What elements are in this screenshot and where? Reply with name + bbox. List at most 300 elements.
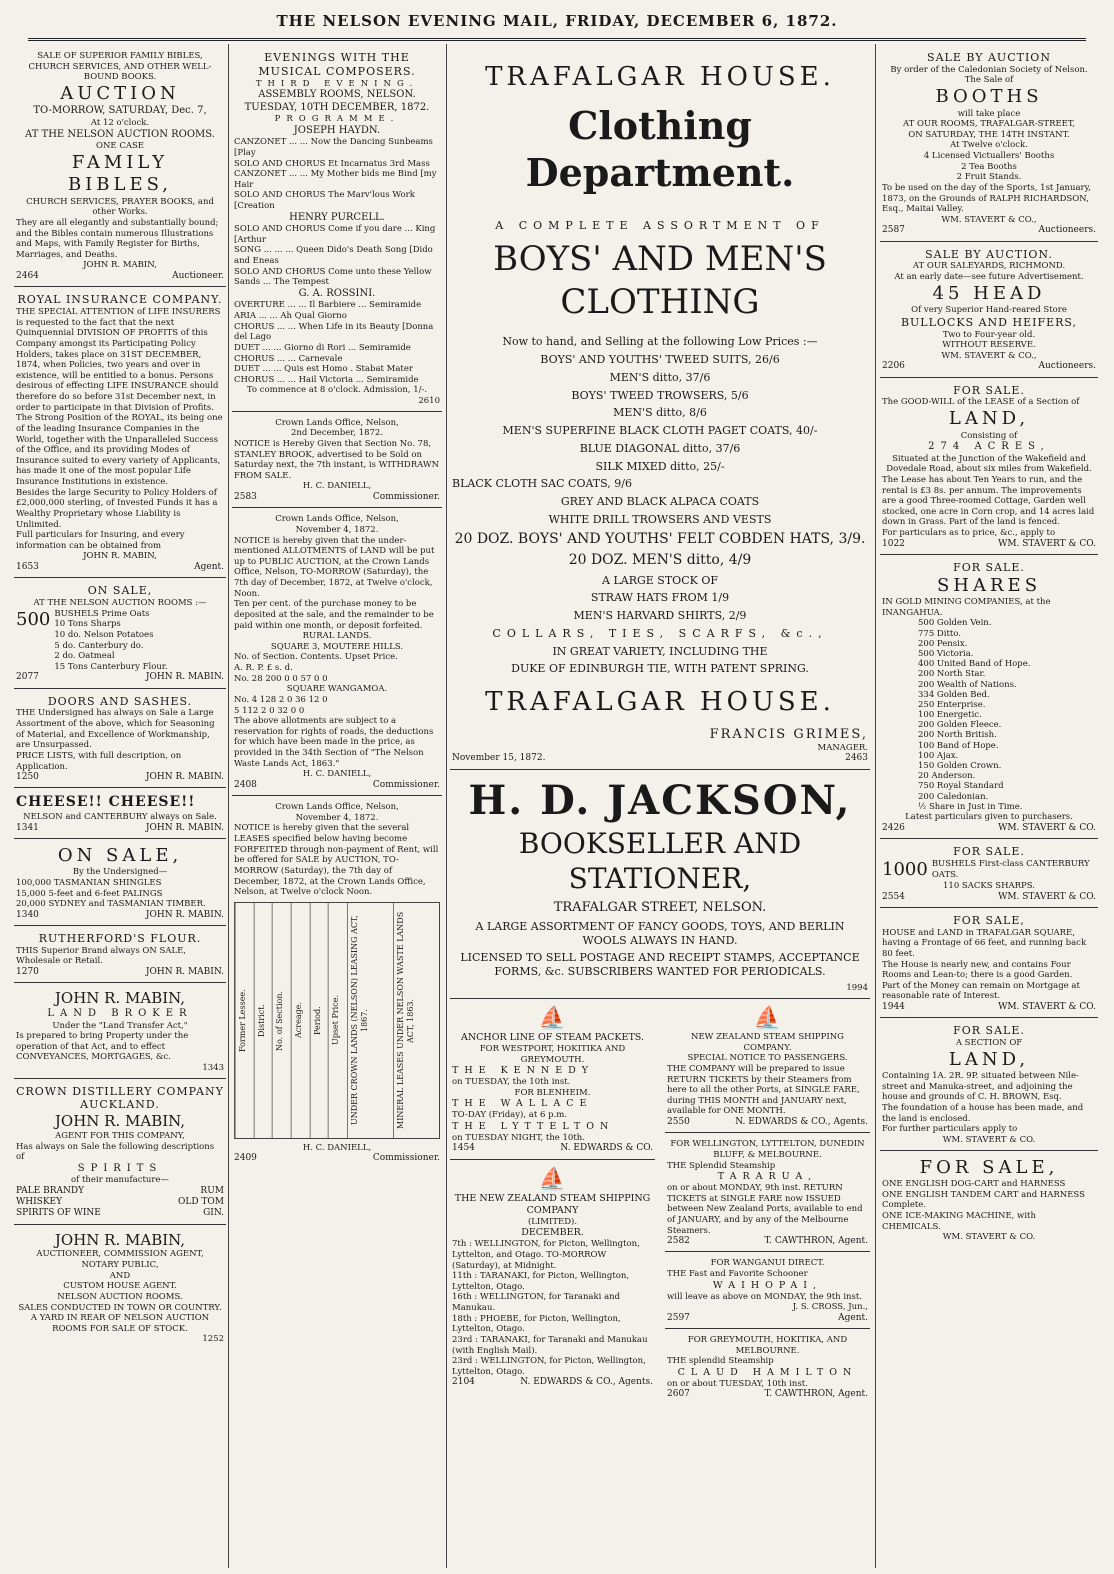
ad-item: 20,000 SYDNEY and TASMANIAN TIMBER. (16, 899, 206, 910)
programme-item: SOLO AND CHORUS The Marv'lous Work [Creation (234, 190, 415, 211)
table-header: No. of Section. Contents. Upset Price. (234, 652, 398, 663)
ad-crown-lands-2 (232, 511, 442, 796)
ad-signer: JOHN R. MABIN, (83, 551, 157, 562)
price-item: BOYS' AND YOUTHS' TWEED SUITS, 26/6 (540, 353, 780, 366)
ad-time: At 12 o'clock. (90, 117, 150, 128)
programme-item: CHORUS ... ... Carnevale (234, 353, 343, 364)
ad-body: NOTICE is hereby given that the under-mentioned ALLOTMENTS of LAND will be put up to PUBLIC AUCTION, at the Crown Lands Office, Nelson, TO-MORROW (Saturday), the 7th day of December, 1872, at Twelve o'clock, Noon. (234, 535, 435, 599)
ad-flour (14, 929, 226, 983)
programme-item: SOLO AND CHORUS Et Incarnatus 3rd Mass (234, 158, 430, 169)
ship-name: TARARUA, (717, 1171, 818, 1183)
price-item: COLLARS, TIES, SCARFS, &c., (492, 626, 828, 640)
ad-body: Containing 1A. 2R. 9P. situated between Nile-street and Manuka-street, and adjoining the house and grounds of C. H. BROWN, Esq. (882, 1071, 1079, 1103)
ad-place: AT OUR ROOMS, TRAFALGAR-STREET, (902, 119, 1076, 130)
ad-title: THIRD EVENING. (255, 78, 419, 89)
ad-number: 1653 (16, 562, 39, 572)
share-item: 750 Royal Standard (918, 781, 1004, 792)
ad-item: 110 SACKS SHARPS. (943, 881, 1035, 892)
ad-number: 2597 (667, 1312, 690, 1323)
ad-item: WHISKEY (16, 1197, 63, 1208)
column-3 (450, 48, 870, 1568)
ad-text: AGENT FOR THIS COMPANY, (55, 1130, 185, 1141)
ad-title: JOHN R. MABIN, (54, 1112, 186, 1131)
ship-name: THE LYTTELTON (452, 1120, 615, 1132)
price-item: 20 DOZ. BOYS' AND YOUTHS' FELT COBDEN HATS, 3/9. (454, 530, 866, 547)
ad-role: Commissioner. (372, 1153, 440, 1164)
ad-number: 1341 (16, 822, 39, 833)
share-item: 100 Band of Hope. (918, 740, 999, 751)
ad-item: 5 do. Canterbury do. (54, 640, 144, 651)
ad-number: 1270 (16, 967, 39, 977)
sailing-item: 11th : TARANAKI, for Picton, Wellington, Lyttelton, Otago. (452, 1271, 630, 1292)
column-divider (446, 44, 447, 1568)
ad-place: ASSEMBLY ROOMS, NELSON. (258, 89, 416, 101)
ad-date: on TUESDAY, the 10th inst. (452, 1077, 571, 1087)
table-caption: MINERAL LEASES UNDER NELSON WASTE LANDS ACT, 1863. (393, 903, 439, 1138)
price-item: MEN'S ditto, 8/6 (613, 406, 707, 420)
ad-item: 10 do. Nelson Potatoes (54, 629, 154, 640)
ad-signer: JOHN R. MABIN. (145, 772, 224, 783)
ad-land-lease (880, 381, 1098, 555)
ad-role: MANAGER. (817, 742, 868, 753)
ad-body: The Strong Position of the ROYAL, its being one of the leading Insurance Companies in the World, together with the Unparalleled Success of the Office, and its providing Modes of Insurance suited to every variety of Applicants, has made it one of the most popular Life Insurance Institutions in existence. (16, 413, 223, 487)
ad-shingles (14, 842, 226, 926)
share-item: 150 Golden Crown. (918, 761, 1002, 771)
ad-number: 1022 (882, 538, 905, 549)
ad-body: The Lease has about Ten Years to run, and the rental is £3 8s. per annum. The improvements are a good Three-roomed Cottage, Garden well stocked, one acre in Corn crop, and 14 acres laid down in Grass. Part of the land is fenced. (882, 474, 1095, 528)
ad-text: PROGRAMME. (274, 114, 400, 125)
table-header: Former Lessee. (235, 903, 254, 1138)
ad-crown-lands-3 (232, 799, 442, 1169)
ad-dogcart (880, 1154, 1098, 1247)
ad-body: The House is nearly new, and contains Four Rooms and Lean-to; there is a good Garden. (882, 959, 1073, 981)
ad-body: Full particulars for Insuring, and every information can be obtained from (16, 530, 185, 551)
ad-number: 2582 (667, 1236, 690, 1247)
share-item: 200 Pensix. (918, 638, 968, 649)
ad-text: will take place (957, 108, 1021, 119)
ad-signer: WM. STAVERT & CO. (998, 891, 1096, 902)
ad-signer: J. S. CROSS, Jun., (792, 1302, 868, 1313)
table-header: Acreage. (291, 903, 310, 1138)
ad-number: 2426 (882, 822, 905, 833)
ad-heading: ANCHOR LINE OF STEAM PACKETS. (460, 1032, 644, 1043)
ad-heading: RUTHERFORD'S FLOUR. (38, 932, 202, 945)
ad-signer: JOHN R. MABIN. (145, 967, 224, 977)
ad-place: AT THE NELSON AUCTION ROOMS :— (33, 598, 207, 608)
ship-icon: ⛵ (538, 1166, 567, 1192)
ad-text: A LARGE STOCK OF (602, 573, 718, 587)
ad-item: BUSHELS First-class CANTERBURY OATS. (931, 859, 1090, 880)
share-item: 100 Energetic. (918, 710, 982, 721)
ad-heading: FOR SALE, (919, 1156, 1059, 1178)
price-item: BLUE DIAGONAL ditto, 37/6 (579, 441, 741, 455)
composer-name: JOSEPH HAYDN. (293, 124, 381, 136)
table-row: No. 28 200 0 0 57 0 0 (234, 673, 328, 684)
ad-text: Consisting of (960, 430, 1018, 441)
ad-role: Agent. (194, 562, 224, 572)
ad-crown-lands-1 (232, 415, 442, 509)
ad-heading: EVENINGS WITH THE MUSICAL COMPOSERS. (258, 51, 416, 78)
ad-text: IN GOLD MINING COMPANIES, at the INANGAHUA. (882, 597, 1051, 618)
sailing-item: 16th : WELLINGTON, for Taranaki and Manukau. (452, 1292, 621, 1313)
forfeited-leases-table (234, 902, 440, 1139)
ad-date: TUESDAY, 10TH DECEMBER, 1872. (244, 101, 430, 113)
ad-heading: NEW ZEALAND STEAM SHIPPING COMPANY. (691, 1032, 844, 1053)
share-item: 200 North Star. (918, 669, 986, 680)
shares-list (882, 618, 1096, 812)
ad-concert (232, 48, 442, 412)
ad-body: on or about MONDAY, 9th inst. RETURN TICKETS at SINGLE FARE now ISSUED between New Zealand Ports, available to end of JANUARY, and by any of the Melbourne Steamers. (667, 1183, 863, 1236)
ad-text: Now to hand, and Selling at the following Low Prices :— (502, 335, 818, 349)
share-item: 20 Anderson. (918, 771, 976, 782)
ad-item: OLD TOM (177, 1197, 224, 1208)
ad-signer: H. C. DANIELL, (302, 481, 372, 492)
ad-text: Crown Lands Office, Nelson, (275, 514, 399, 525)
ad-item: GIN. (203, 1208, 224, 1219)
price-item: MEN'S ditto, 37/6 (609, 370, 711, 384)
ad-title: BOOTHS (935, 86, 1043, 107)
ad-body: THE COMPANY will be prepared to issue RETURN TICKETS by their Steamers from here to all the other Ports, at SINGLE FARE, during THIS MONTH and JANUARY next, available for ONE MONTH. (667, 1063, 860, 1117)
ad-title: SPIRITS (77, 1162, 163, 1174)
ad-role: Auctioneer. (172, 271, 224, 281)
sailing-item: 23rd : TARANAKI, for Taranaki and Manukau (with English Mail). (452, 1334, 648, 1356)
ad-doors (14, 692, 226, 789)
ad-text: Under the "Land Transfer Act," (52, 1020, 188, 1031)
ad-item: BUSHELS Prime Oats (54, 608, 150, 619)
ad-number: 2077 (16, 672, 39, 683)
ad-text: By the Undersigned— (72, 867, 168, 878)
ad-signer: WM. STAVERT & CO., (941, 350, 1037, 361)
ad-body: THIS Superior Brand always ON SALE, Wholesale or Retail. (16, 945, 187, 967)
ad-body: NOTICE is Hereby Given that Section No. 78, STANLEY BROOK, advertised to be Sold on Saturday next, the 7th instant, is WITHDRAWN FROM SALE. (234, 438, 440, 481)
ad-booths (880, 48, 1098, 242)
ad-item: 2 Fruit Stands. (956, 172, 1022, 183)
ad-big-number: 500 (16, 608, 51, 630)
ad-title: BOOKSELLER AND STATIONER, (518, 826, 802, 895)
ad-heading: RURAL LANDS. (302, 631, 372, 642)
ad-signer: JOHN R. MABIN. (145, 672, 224, 683)
ad-body: Besides the large Security to Policy Holders of £2,000,000 sterling, of Invested Funds it has a Wealthy Proprietary whose Liability is Unlimited. (16, 487, 218, 530)
ad-signer: H. C. DANIELL, (302, 1142, 372, 1153)
ad-nz-steam-shipping (450, 1163, 655, 1393)
ad-text: FOR BLENHEIM. (514, 1087, 591, 1098)
ad-number: 2550 (667, 1117, 690, 1127)
ad-date: November 4, 1872. (295, 812, 379, 823)
ad-number: 1252 (202, 1334, 224, 1345)
ship-name: WAIHOPAI, (712, 1279, 823, 1291)
ad-text: ONE CASE (96, 141, 144, 151)
ad-body: THE Undersigned has always on Sale a Large Assortment of the above, which for Seasoning of Material, and Excellence of Workmanship, are Unsurpassed. (16, 708, 215, 751)
share-item: 500 Golden Vein. (918, 618, 992, 629)
ad-title: AUCTION (60, 82, 180, 104)
ad-waihopai (665, 1255, 870, 1329)
ad-body: The above allotments are subject to a reservation for rights of roads, the deductions for which have been made in the price, as provided in the 34th Section of "The Nelson Waste Lands Act, 1863." (234, 716, 434, 769)
ad-number: 2104 (452, 1377, 475, 1388)
ad-text: Crown Lands Office, Nelson, (275, 417, 399, 428)
ad-title: Clothing Department. (525, 102, 795, 195)
ad-title: BULLOCKS AND HEIFERS, (900, 315, 1078, 329)
share-item: 200 Golden Fleece. (918, 720, 1002, 731)
ad-body: Has always on Sale the following descriptions of (16, 1141, 215, 1163)
table-row: No. 4 128 2 0 36 12 0 (234, 694, 328, 705)
ad-item: 100,000 TASMANIAN SHINGLES (16, 877, 162, 888)
programme-item: SOLO AND CHORUS Come unto these Yellow Sands ... The Tempest (234, 266, 432, 288)
ad-signer: H. C. DANIELL, (302, 769, 372, 780)
ad-date: November 4, 1872. (295, 524, 379, 535)
ad-heading: FOR GREYMOUTH, HOKITIKA, AND MELBOURNE. (687, 1335, 848, 1356)
programme-item: CANZONET ... ... My Mother bids me Bind [my Hair (234, 169, 437, 190)
price-item: 20 DOZ. MEN'S ditto, 4/9 (568, 552, 752, 568)
ad-text: Two to Four-year old. (942, 329, 1036, 340)
ad-number: 1454 (452, 1143, 475, 1154)
ad-number: 2206 (882, 361, 905, 372)
ship-icon: ⛵ (753, 1005, 782, 1031)
ad-land-broker (14, 986, 226, 1078)
ad-heading: ON SALE, (57, 844, 183, 866)
ad-text: For particulars as to price, &c., apply to (882, 528, 1056, 538)
ad-oats (880, 842, 1098, 908)
price-item: SILK MIXED ditto, 25/- (595, 459, 725, 473)
ad-title: SHARES (936, 574, 1042, 596)
ad-title: LAND, (948, 1048, 1030, 1070)
ad-text: Crown Lands Office, Nelson, (275, 802, 399, 813)
ad-body: Is prepared to bring Property under the operation of that Act, and to effect CONVEYANCES, MORTGAGES, &c. (16, 1031, 189, 1063)
ad-body: LICENSED TO SELL POSTAGE AND RECEIPT STAMPS, ACCEPTANCE FORMS, &c. SUBSCRIBERS WANTED FOR PERIODICALS. (460, 951, 860, 979)
ad-text: Latest particulars given to purchasers. (905, 811, 1073, 822)
ad-anchor-line (450, 1002, 655, 1160)
ad-item: 4 Licensed Victuallers' Booths (923, 151, 1055, 161)
price-item: MEN'S SUPERFINE BLACK CLOTH PAGET COATS, 40/- (502, 424, 818, 437)
programme-item: ARIA ... ... Ah Qual Giorno (234, 311, 347, 321)
ad-text: A SECTION OF (955, 1038, 1023, 1049)
sailing-item: 23rd : WELLINGTON, for Picton, Wellington, Lyttelton, Otago. (452, 1356, 646, 1377)
ship-name: THE KENNEDY (452, 1065, 595, 1077)
ad-body: NELSON and CANTERBURY always on Sale. (23, 811, 217, 822)
ad-signer: JOHN R. MABIN. (145, 822, 224, 833)
ad-cheese (14, 791, 226, 838)
ad-text: AUCTIONEER, COMMISSION AGENT, (36, 1249, 204, 1260)
ad-number: 1994 (846, 982, 868, 993)
table-header: Period. (310, 903, 329, 1138)
ad-heading: CROWN DISTILLERY COMPANY AUCKLAND. (16, 1084, 224, 1112)
shipping-right (665, 1002, 870, 1408)
ad-text: DECEMBER. (521, 1227, 584, 1239)
ad-signer: WM. STAVERT & CO. (998, 822, 1096, 833)
share-item: 200 Wealth of Nations. (918, 679, 1017, 690)
ad-item: ONE ENGLISH DOG-CART and HARNESS (882, 1179, 1066, 1190)
ad-body: Ten per cent. of the purchase money to be deposited at the sale, and the remainder to be paid within one month, or deposit forfeited. (234, 599, 434, 631)
ad-number: 2587 (882, 225, 905, 236)
table-header: A. R. P. £ s. d. (234, 663, 293, 673)
table-header: Upset Price. (328, 903, 347, 1138)
ad-title: LAND, (948, 408, 1030, 429)
ad-text: THE splendid Steamship (667, 1356, 774, 1367)
ad-item: PALE BRANDY (16, 1185, 85, 1196)
ad-number: 2464 (16, 271, 39, 281)
column-divider (875, 44, 876, 1568)
ad-role: Auctioneers. (1038, 225, 1096, 236)
ad-body: A LARGE ASSORTMENT OF FANCY GOODS, TOYS, AND BERLIN WOOLS ALWAYS IN HAND. (475, 919, 845, 947)
ad-heading: FOR SALE. (953, 1024, 1025, 1038)
ad-date: TO-MORROW, SATURDAY, Dec. 7, (33, 105, 207, 117)
ad-date: TO-DAY (Friday), at 6 p.m. (452, 1110, 567, 1121)
ad-signer: JOHN R. MABIN. (145, 909, 224, 920)
ad-place: TRAFALGAR STREET, NELSON. (553, 899, 767, 915)
share-item: 334 Golden Bed. (918, 689, 990, 700)
price-item: STRAW HATS FROM 1/9 (590, 591, 730, 605)
ad-heading: H. D. JACKSON, (468, 776, 852, 824)
ad-heading: FOR SALE, (953, 913, 1025, 927)
ad-item: 2 Tea Booths (961, 161, 1017, 172)
ad-signer: N. EDWARDS & CO., Agents. (735, 1117, 868, 1127)
ad-text: CUSTOM HOUSE AGENT. (63, 1281, 177, 1292)
price-item: GREY AND BLACK ALPACA COATS (560, 495, 760, 508)
ad-signer: WM. STAVERT & CO. (998, 1002, 1096, 1013)
ad-number: 1343 (202, 1063, 224, 1073)
ad-number: 2408 (234, 779, 257, 790)
ad-heading: SALE BY AUCTION. (925, 247, 1053, 261)
ad-heading: SALE BY AUCTION (927, 51, 1051, 64)
column-divider (228, 44, 229, 1568)
share-item: 250 Enterprise. (918, 699, 986, 710)
ad-item: SPIRITS OF WINE (16, 1208, 101, 1219)
ad-bibles (14, 48, 226, 287)
price-item: MEN'S HARVARD SHIRTS, 2/9 (573, 609, 747, 622)
programme-item: SONG ... ... ... Queen Dido's Death Song [Dido and Eneas (234, 245, 433, 266)
table-row: 5 112 2 0 32 0 0 (234, 705, 305, 716)
ad-text: of their manufacture— (71, 1175, 169, 1186)
ad-body: NOTICE is hereby given that the several LEASES specified below having become FORFEITED through non-payment of Rent, will be offered for SALE by AUCTION, TO-MORROW (Saturday), the 7th day of December, 1872, at the Crown Lands Office, Nelson, at Twelve o'clock Noon. (234, 823, 439, 898)
price-item: BLACK CLOTH SAC COATS, 9/6 (452, 477, 632, 491)
price-item: DUKE OF EDINBURGH TIE, WITH PATENT SPRING. (511, 662, 809, 676)
price-item: WHITE DRILL TROWSERS AND VESTS (548, 512, 772, 526)
ad-signer: T. CAWTHRON, Agent. (764, 1389, 868, 1400)
ad-heading: TRAFALGAR HOUSE. (485, 62, 835, 92)
ad-body: will leave as above on MONDAY, the 9th inst. (667, 1291, 863, 1302)
ad-item: ONE ENGLISH TANDEM CART and HARNESS Complete. (882, 1189, 1085, 1211)
ad-title: BOYS' AND MEN'S CLOTHING (493, 239, 827, 322)
ad-item: ONE ICE-MAKING MACHINE, with CHEMICALS. (882, 1210, 1036, 1232)
share-item: 500 Victoria. (918, 648, 974, 659)
column-4 (880, 48, 1098, 1568)
ad-heading: JOHN R. MABIN, (54, 989, 186, 1008)
ad-number: 1250 (16, 772, 39, 783)
ad-heading: ROYAL INSURANCE COMPANY. (17, 293, 223, 307)
ad-text: CHURCH SERVICES, PRAYER BOOKS, and other Works. (26, 196, 214, 218)
share-item: 775 Ditto. (918, 628, 961, 639)
ad-text: By order of the Caledonian Society of Nelson. (890, 64, 1088, 75)
ad-signer: WM. STAVERT & CO. (942, 1134, 1036, 1145)
ad-signer: JOHN R. MABIN, (83, 260, 157, 271)
programme-item: OVERTURE ... ... Il Barbiere ... Semiramide (234, 300, 422, 311)
ad-signer: WM. STAVERT & CO., (941, 214, 1037, 225)
ad-text: A YARD IN REAR OF NELSON AUCTION ROOMS FOR SALE OF STOCK. (30, 1313, 210, 1334)
share-item: 200 North British. (918, 730, 997, 741)
composer-name: HENRY PURCELL. (289, 211, 385, 223)
ad-number: 1944 (882, 1002, 905, 1013)
ad-text: Of very Superior Hand-reared Store (911, 305, 1067, 316)
ad-signer: WM. STAVERT & CO. (942, 1232, 1036, 1243)
ad-cattle (880, 245, 1098, 378)
ad-title: SPECIAL NOTICE TO PASSENGERS. (687, 1053, 848, 1064)
programme-item: DUET ... ... Giorno di Rori ... Semiramide (234, 342, 411, 353)
ad-signer: N. EDWARDS & CO., Agents. (520, 1377, 653, 1388)
ad-body: on or about TUESDAY, 10th inst. (667, 1378, 808, 1389)
ad-item: RUM (200, 1185, 224, 1196)
ad-number: 2463 (845, 753, 868, 764)
ad-big-number: 1000 (882, 858, 928, 880)
ad-date: ON SATURDAY, THE 14TH INSTANT. (908, 129, 1070, 140)
ad-date: on TUESDAY NIGHT, the 10th. (452, 1132, 585, 1143)
share-item: 400 United Band of Hope. (918, 659, 1031, 670)
ad-role: Agent. (838, 1312, 868, 1323)
ad-title: 45 HEAD (932, 282, 1046, 304)
ad-heading: ON SALE, (87, 584, 153, 598)
ad-heading: FOR WELLINGTON, LYTTELTON, DUNEDIN BLUFF, & MELBOURNE. (670, 1139, 865, 1160)
ad-number: 2554 (882, 891, 905, 902)
ad-text: SQUARE 3, MOUTERE HILLS. (270, 641, 404, 652)
ad-heading: THE NEW ZEALAND STEAM SHIPPING COMPANY (454, 1193, 651, 1216)
ad-text: WITHOUT RESERVE. (942, 340, 1036, 351)
ad-item: 15,000 5-feet and 6-feet PALINGS (16, 888, 163, 899)
share-item: 200 Caledonian. (918, 791, 989, 802)
ad-text: SALES CONDUCTED IN TOWN OR COUNTRY. (18, 1302, 222, 1313)
ad-heading: FOR SALE. (953, 383, 1025, 397)
ad-role: Commissioner. (372, 492, 440, 502)
ad-item: 2 do. Oatmeal (54, 651, 115, 662)
programme-item: CHORUS ... ... When Life in its Beauty [Donna del Lago (234, 321, 434, 343)
share-item: 100 Ajax. (918, 750, 959, 761)
ad-heading: FOR WANGANUI DIRECT. (710, 1258, 825, 1269)
ad-item: 10 Tons Sharps (54, 619, 121, 630)
table-header: No. of Section. (272, 903, 291, 1138)
programme-item: SOLO AND CHORUS Come if you dare ... King [Arthur (234, 224, 436, 245)
ad-text: At an early date—see future Advertisement. (894, 272, 1084, 282)
ad-body: The foundation of a house has been made, and the land is enclosed. (882, 1103, 1084, 1124)
column-1 (14, 48, 226, 1568)
ad-text: FOR WESTPORT, HOKITIKA AND GREYMOUTH. (479, 1043, 626, 1065)
share-item: ½ Share in Just in Time. (918, 801, 1023, 812)
sailing-item: 18th : PHOEBE, for Picton, Wellington, Lyttelton, Otago. (452, 1313, 621, 1335)
ad-time: At Twelve o'clock. (950, 140, 1028, 151)
ad-body: THE SPECIAL ATTENTION of LIFE INSURERS is requested to the fact that the next Quinquennial DIVISION OF PROFITS of this Company amongst its Participating Policy Holders, takes place on 31ST DECEMBER, 1874, when Policies, two years and over in existence, will be entitled to a bonus. Persons desirous of effecting LIFE INSURANCE should therefore do so before 31st December next, in order to participate in that Division of Profits. (16, 307, 221, 413)
ad-text: To commence at 8 o'clock. Admission, 1/-. (246, 385, 428, 396)
ad-distillery (14, 1082, 226, 1225)
ad-number: 2607 (667, 1389, 690, 1400)
ad-text: SQUARE WANGAMOA. (286, 684, 388, 695)
ad-item: 15 Tons Canterbury Flour. (54, 661, 168, 672)
ad-heading: JOHN R. MABIN, (54, 1230, 186, 1249)
ad-heading: CHEESE!! CHEESE!! (16, 794, 196, 811)
ad-signer: T. CAWTHRON, Agent. (764, 1236, 868, 1247)
ad-hd-jackson (450, 773, 870, 999)
ad-claud-hamilton (665, 1332, 870, 1405)
ad-trafalgar-house (450, 48, 870, 770)
ad-place: AT OUR SALEYARDS, RICHMOND. (912, 261, 1066, 272)
ad-role: Commissioner. (372, 779, 440, 790)
ad-text: IN GREAT VARIETY, INCLUDING THE (552, 644, 768, 658)
sailing-item: 7th : WELLINGTON, for Picton, Wellington, Lyttelton, and Otago. TO-MORROW (Saturday), at Midnight. (452, 1239, 640, 1271)
ad-text: For further particulars apply to (882, 1124, 1018, 1135)
ad-number: 1340 (16, 909, 39, 920)
table-caption: UNDER CROWN LANDS (NELSON) LEASING ACT, 1867. (347, 903, 393, 1138)
ad-heading: FOR SALE. (953, 844, 1025, 858)
programme-item: CHORUS ... ... Hail Victoria ... Semiramide (234, 374, 419, 385)
shipping-left (450, 1002, 655, 1408)
ad-heading: DOORS AND SASHES. (47, 694, 193, 708)
ad-title: 274 ACRES, (928, 441, 1050, 453)
ad-place: AT THE NELSON AUCTION ROOMS. (25, 128, 215, 140)
